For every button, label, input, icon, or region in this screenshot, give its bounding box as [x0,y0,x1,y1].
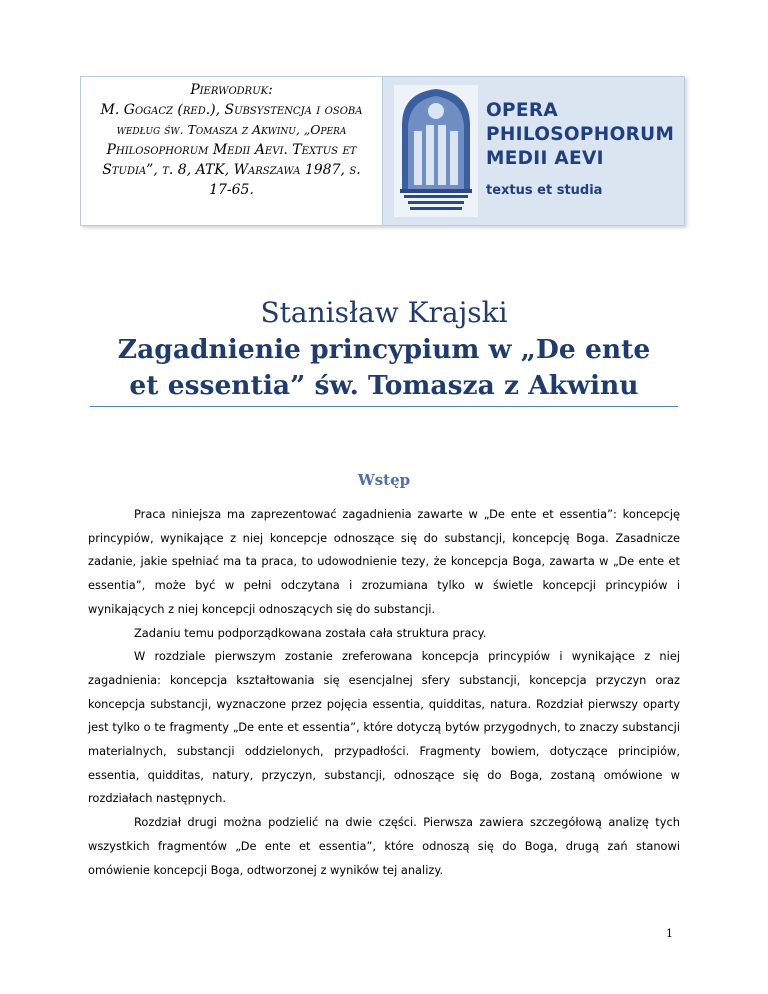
header-box [80,76,685,226]
author-name: Stanisław Krajski [260,296,508,329]
citation-line: Studia”, t. 8, ATK, Warszawa 1987, s. [102,162,361,178]
document-title: Zagadnienie princypium w „De ente et essentia” św. Tomasza z Akwinu [117,334,651,401]
paragraph: Zadaniu temu podporządkowana została cała struktura pracy. [134,625,487,640]
paragraph: Rozdział drugi można podzielić na dwie części. Pierwsza zawiera szczegółową analizę tych wszystkich fragmentów „De ente et essentia”, które odnoszą się do Boga, drugą zań stanowi omówienie koncepcji Boga, odtworzonej z wyników tej analizy. [88,815,680,877]
section-heading: Wstęp [357,471,411,489]
citation-line: M. Gogacz (red.), Subsystencja i osoba [100,102,363,118]
citation-line: 17-65. [209,182,254,198]
first-print-citation [81,77,383,225]
paragraph: Praca niniejsza ma zaprezentować zagadnienia zawarte w „De ente et essentia”: koncepcję princypiów, wynikające z niej koncepcje odnoszące się do substancji, koncepcję Boga. Zasadnicze zadanie, jakie spełniać ma ta praca, to udowodnienie tezy, że koncepcja Boga, zawarta w „De ente et essentia”, może być w pełni odczytana i zrozumiana tylko w świetle koncepcji princypiów i wynikających z niej koncepcji odnoszących się do substancji. [88,507,680,616]
citation-line: według św. Tomasza z Akwinu, „Opera [116,122,347,137]
body-text [88,503,680,882]
page-number: 1 [666,927,673,940]
paragraph: W rozdziale pierwszym zostanie zreferowana koncepcja princypiów i wynikające z niej zagadnienia: koncepcja kształtowania się esencjalnej sfery substancji, koncepcja przyczyn oraz koncepcja substancji, wyznaczone przez pojęcia essentia, quidditas, natura. Rozdział pierwszy oparty jest tylko o te fragmenty „De ente et essentia”, które dotyczą bytów przygodnych, to znaczy substancji materialnych, substancji oddzielonych, przypadłości. Fragmenty bowiem, dotyczące principiów, essentia, quidditas, natury, przyczyn, substancji, odnoszące się do Boga, zostaną omówione w rozdziałach następnych. [88,649,680,806]
gothic-window-icon [394,85,478,217]
title-divider [90,406,678,407]
logo-subtitle: textus et studia [486,183,603,198]
series-logo [384,77,684,225]
logo-title: OPERA PHILOSOPHORUM MEDII AEVI [486,100,675,169]
first-print-label: Pierwodruk: [190,82,273,98]
citation-line: Philosophorum Medii Aevi. Textus et [106,142,357,158]
